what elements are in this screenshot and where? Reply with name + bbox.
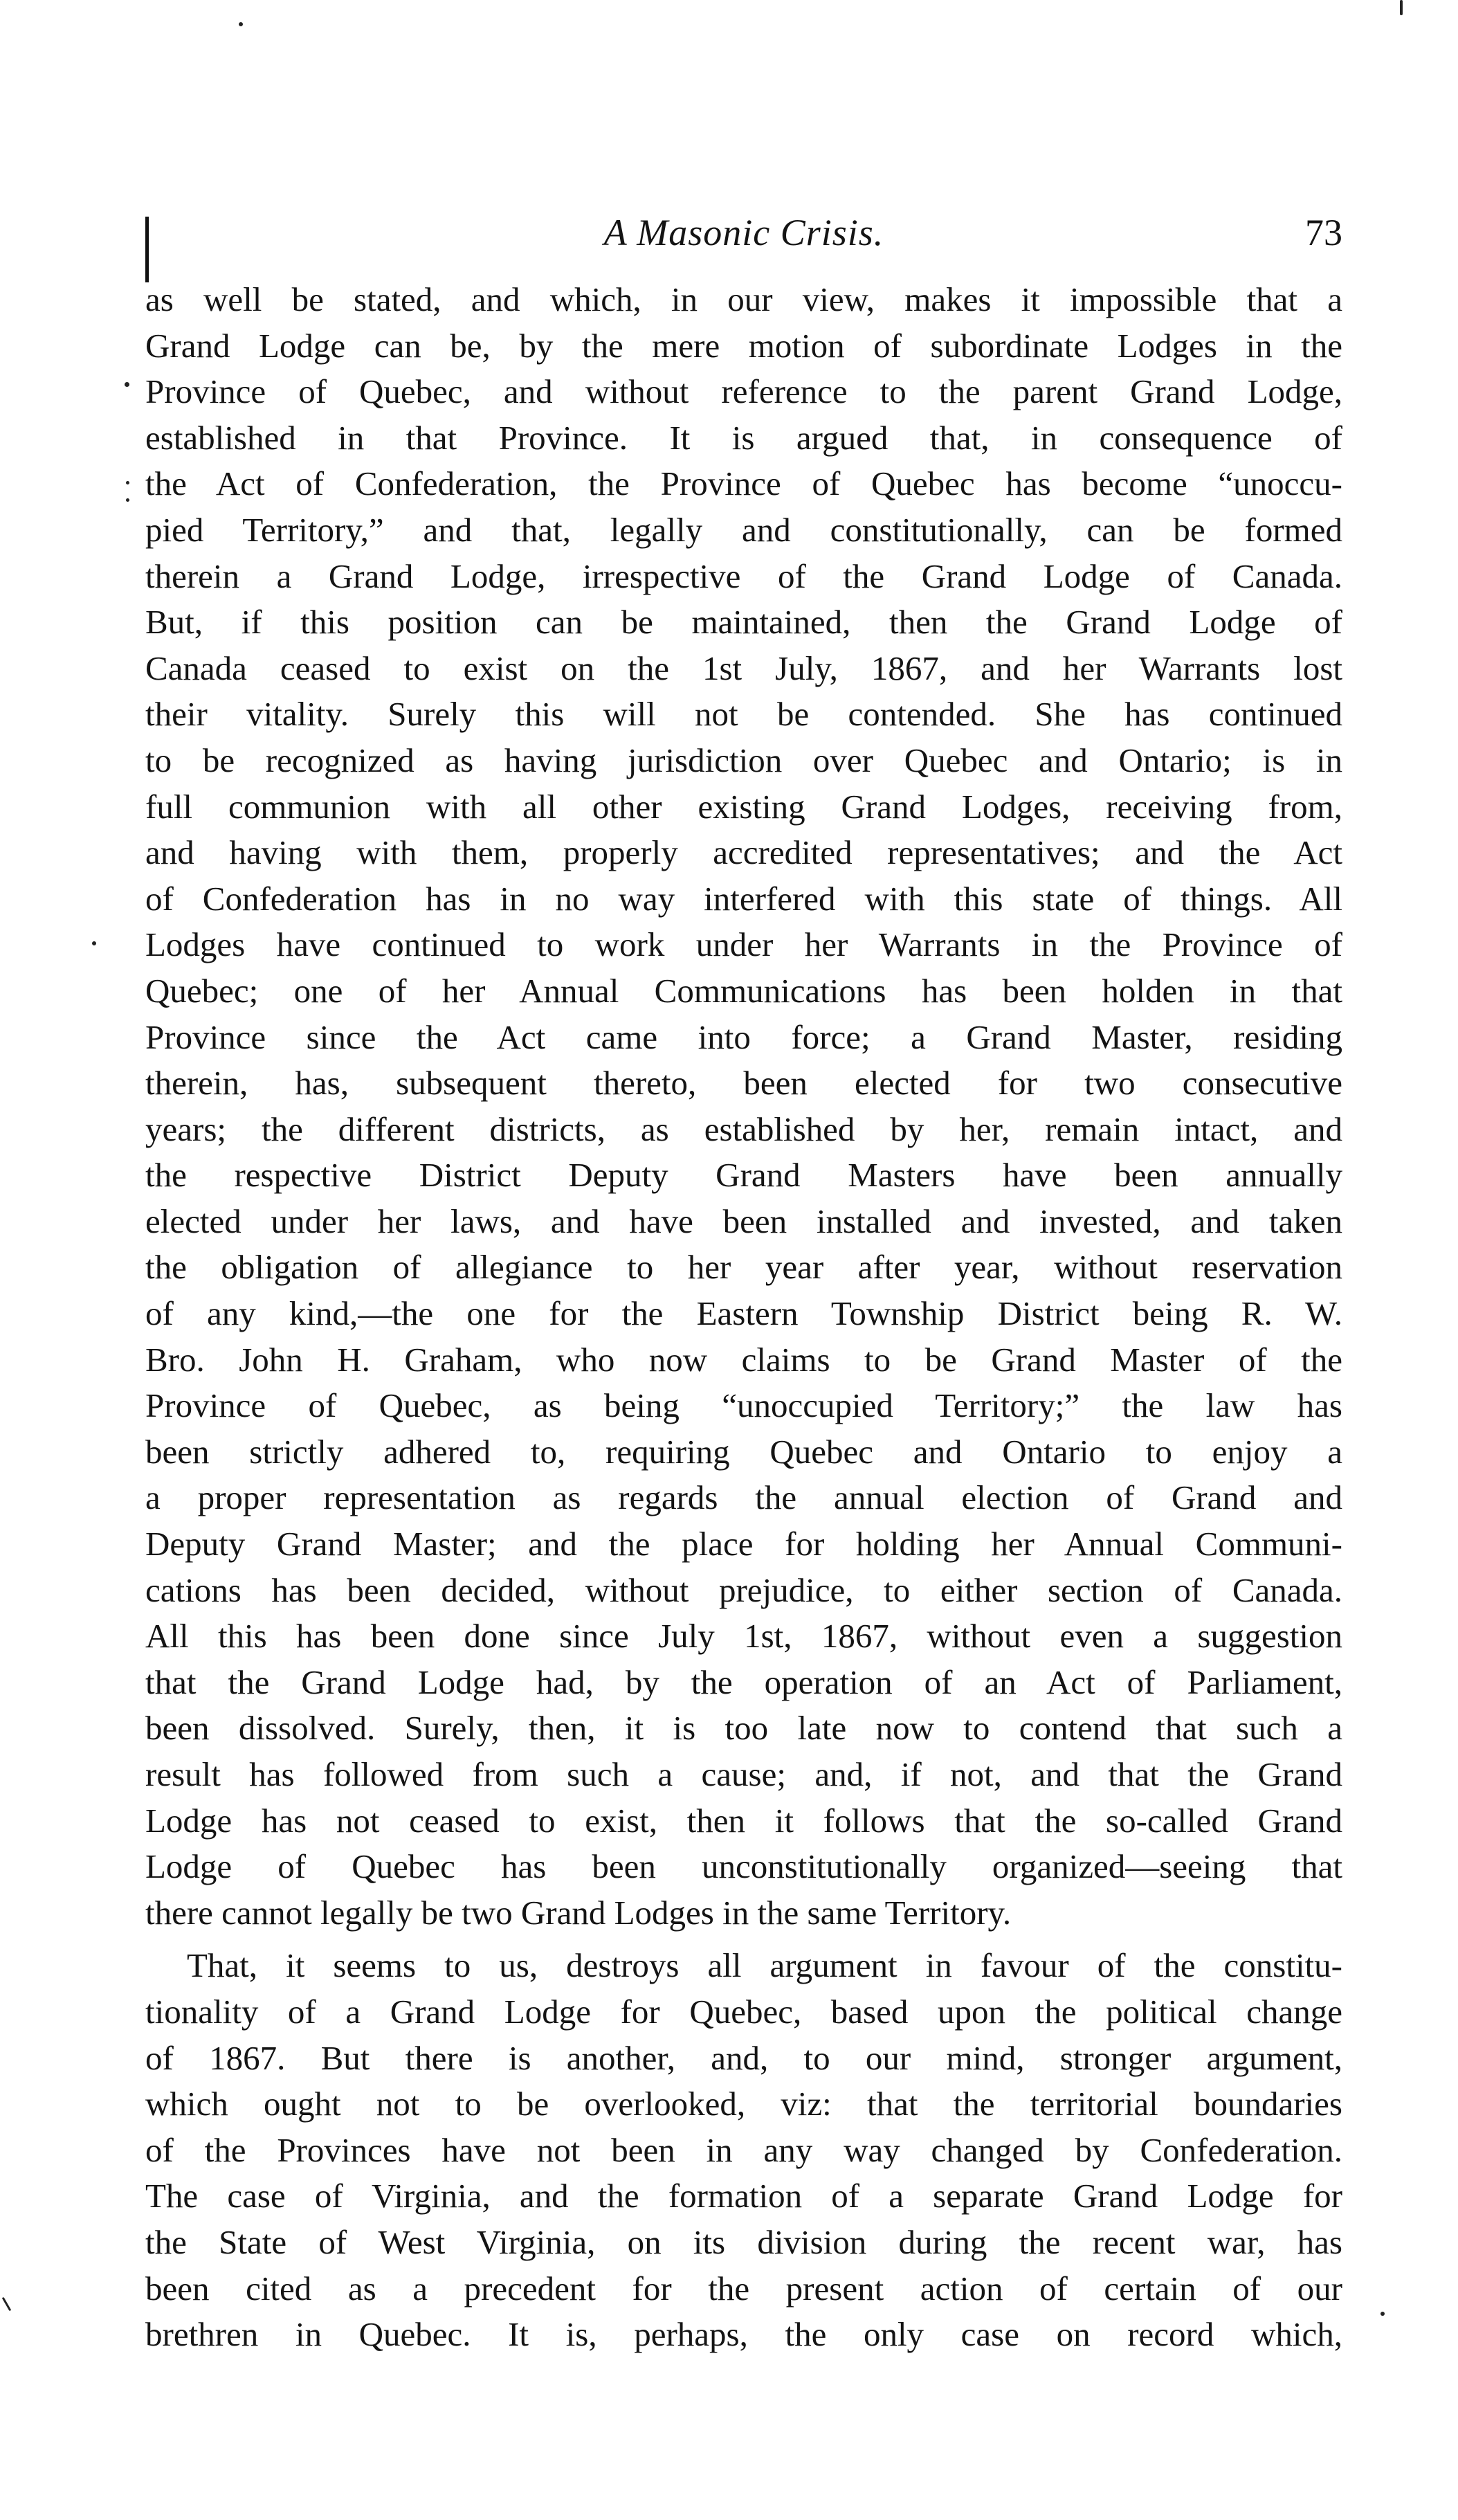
text-line: Deputy Grand Master; and the place for holding her Annual Communi- <box>145 1525 1342 1563</box>
text-line: that the Grand Lodge had, by the operation of an Act of Parliament, <box>145 1662 1342 1701</box>
text-line: result has followed from such a cause; and, if not, and that the Grand <box>145 1755 1342 1793</box>
text-line: the respective District Deputy Grand Masters have been annually <box>145 1156 1342 1195</box>
text-line: which ought not to be overlooked, viz: that the territorial boundaries <box>145 2085 1342 2123</box>
text-line: therein, has, subsequent thereto, been elected for two consecutive <box>145 1064 1342 1103</box>
text-line: been cited as a precedent for the present action of certain of our <box>145 2269 1342 2308</box>
text-line: Province since the Act came into force; a Grand Master, residing <box>145 1017 1342 1056</box>
text-line: of 1867. But there is another, and, to our mind, stronger argument, <box>145 2038 1342 2077</box>
text-line: brethren in Quebec. It is, perhaps, the only case on record which, <box>145 2315 1342 2354</box>
text-line: Lodges have continued to work under her Warrants in the Province of <box>145 925 1342 964</box>
text-line: the State of West Virginia, on its division during the recent war, has <box>145 2222 1342 2261</box>
text-line: cations has been decided, without prejudice, to either section of Canada. <box>145 1570 1342 1609</box>
text-line: been strictly adhered to, requiring Quebec and Ontario to enjoy a <box>145 1432 1342 1471</box>
body-text <box>145 277 1342 2358</box>
text-line: Quebec; one of her Annual Communications has been holden in that <box>145 971 1342 1010</box>
page-number: 73 <box>1305 212 1342 253</box>
text-line: Province of Quebec, as being “unoccupied Territory;” the law has <box>145 1386 1342 1425</box>
print-speck <box>125 382 129 387</box>
text-line: the Act of Confederation, the Province of Quebec has become “unoccu- <box>145 464 1342 503</box>
text-line: of the Provinces have not been in any way changed by Confederation. <box>145 2130 1342 2169</box>
text-line: established in that Province. It is argued that, in consequence of <box>145 418 1342 457</box>
text-line: tionality of a Grand Lodge for Quebec, based upon the political change <box>145 1992 1342 2031</box>
text-line: of any kind,—the one for the Eastern Township District being R. W. <box>145 1294 1342 1333</box>
text-line: and having with them, properly accredited representatives; and the Act <box>145 833 1342 872</box>
page-header <box>145 211 1342 266</box>
text-line: Lodge of Quebec has been unconstitutionally organized—seeing that <box>145 1847 1342 1886</box>
text-line: All this has been done since July 1st, 1867, without even a suggestion <box>145 1617 1342 1656</box>
running-title: A Masonic Crisis. <box>603 212 884 253</box>
text-line: elected under her laws, and have been installed and invested, and taken <box>145 1202 1342 1240</box>
text-line: therein a Grand Lodge, irrespective of the Grand Lodge of Canada. <box>145 556 1342 595</box>
print-speck <box>1400 0 1403 15</box>
text-line: That, it seems to us, destroys all argument in favour of the constitu- <box>187 1946 1342 1985</box>
text-line: a proper representation as regards the annual election of Grand and <box>145 1478 1342 1517</box>
text-line: Canada ceased to exist on the 1st July, 1867, and her Warrants lost <box>145 649 1342 687</box>
text-line: of Confederation has in no way interfered with this state of things. All <box>145 879 1342 918</box>
text-line: to be recognized as having jurisdiction over Quebec and Ontario; is in <box>145 741 1342 779</box>
text-line: Bro. John H. Graham, who now claims to be Grand Master of the <box>145 1340 1342 1379</box>
text-line: full communion with all other existing Grand Lodges, receiving from, <box>145 787 1342 826</box>
print-speck <box>1380 2312 1385 2316</box>
text-line: as well be stated, and which, in our view, makes it impossible that a <box>145 280 1342 318</box>
text-line: pied Territory,” and that, legally and constitutionally, can be formed <box>145 510 1342 549</box>
print-speck <box>92 941 96 945</box>
print-speck <box>126 498 129 502</box>
text-line: there cannot legally be two Grand Lodges in the same Territory. <box>145 1893 1012 1932</box>
paragraph-gap <box>145 1936 1342 1943</box>
print-speck <box>239 22 243 26</box>
text-line: been dissolved. Surely, then, it is too late now to contend that such a <box>145 1709 1342 1748</box>
text-line: the obligation of allegiance to her year after year, without reservation <box>145 1248 1342 1287</box>
text-line: But, if this position can be maintained, then the Grand Lodge of <box>145 603 1342 642</box>
text-line: years; the different districts, as established by her, remain intact, and <box>145 1109 1342 1148</box>
text-line: their vitality. Surely this will not be contended. She has continued <box>145 695 1342 734</box>
text-line: Province of Quebec, and without reference to the parent Grand Lodge, <box>145 372 1342 411</box>
print-speck <box>126 481 129 484</box>
text-line: The case of Virginia, and the formation of a separate Grand Lodge for <box>145 2177 1342 2215</box>
text-line: Grand Lodge can be, by the mere motion of subordinate Lodges in the <box>145 326 1342 365</box>
print-speck <box>2 2297 12 2312</box>
text-line: Lodge has not ceased to exist, then it follows that the so-called Grand <box>145 1801 1342 1840</box>
